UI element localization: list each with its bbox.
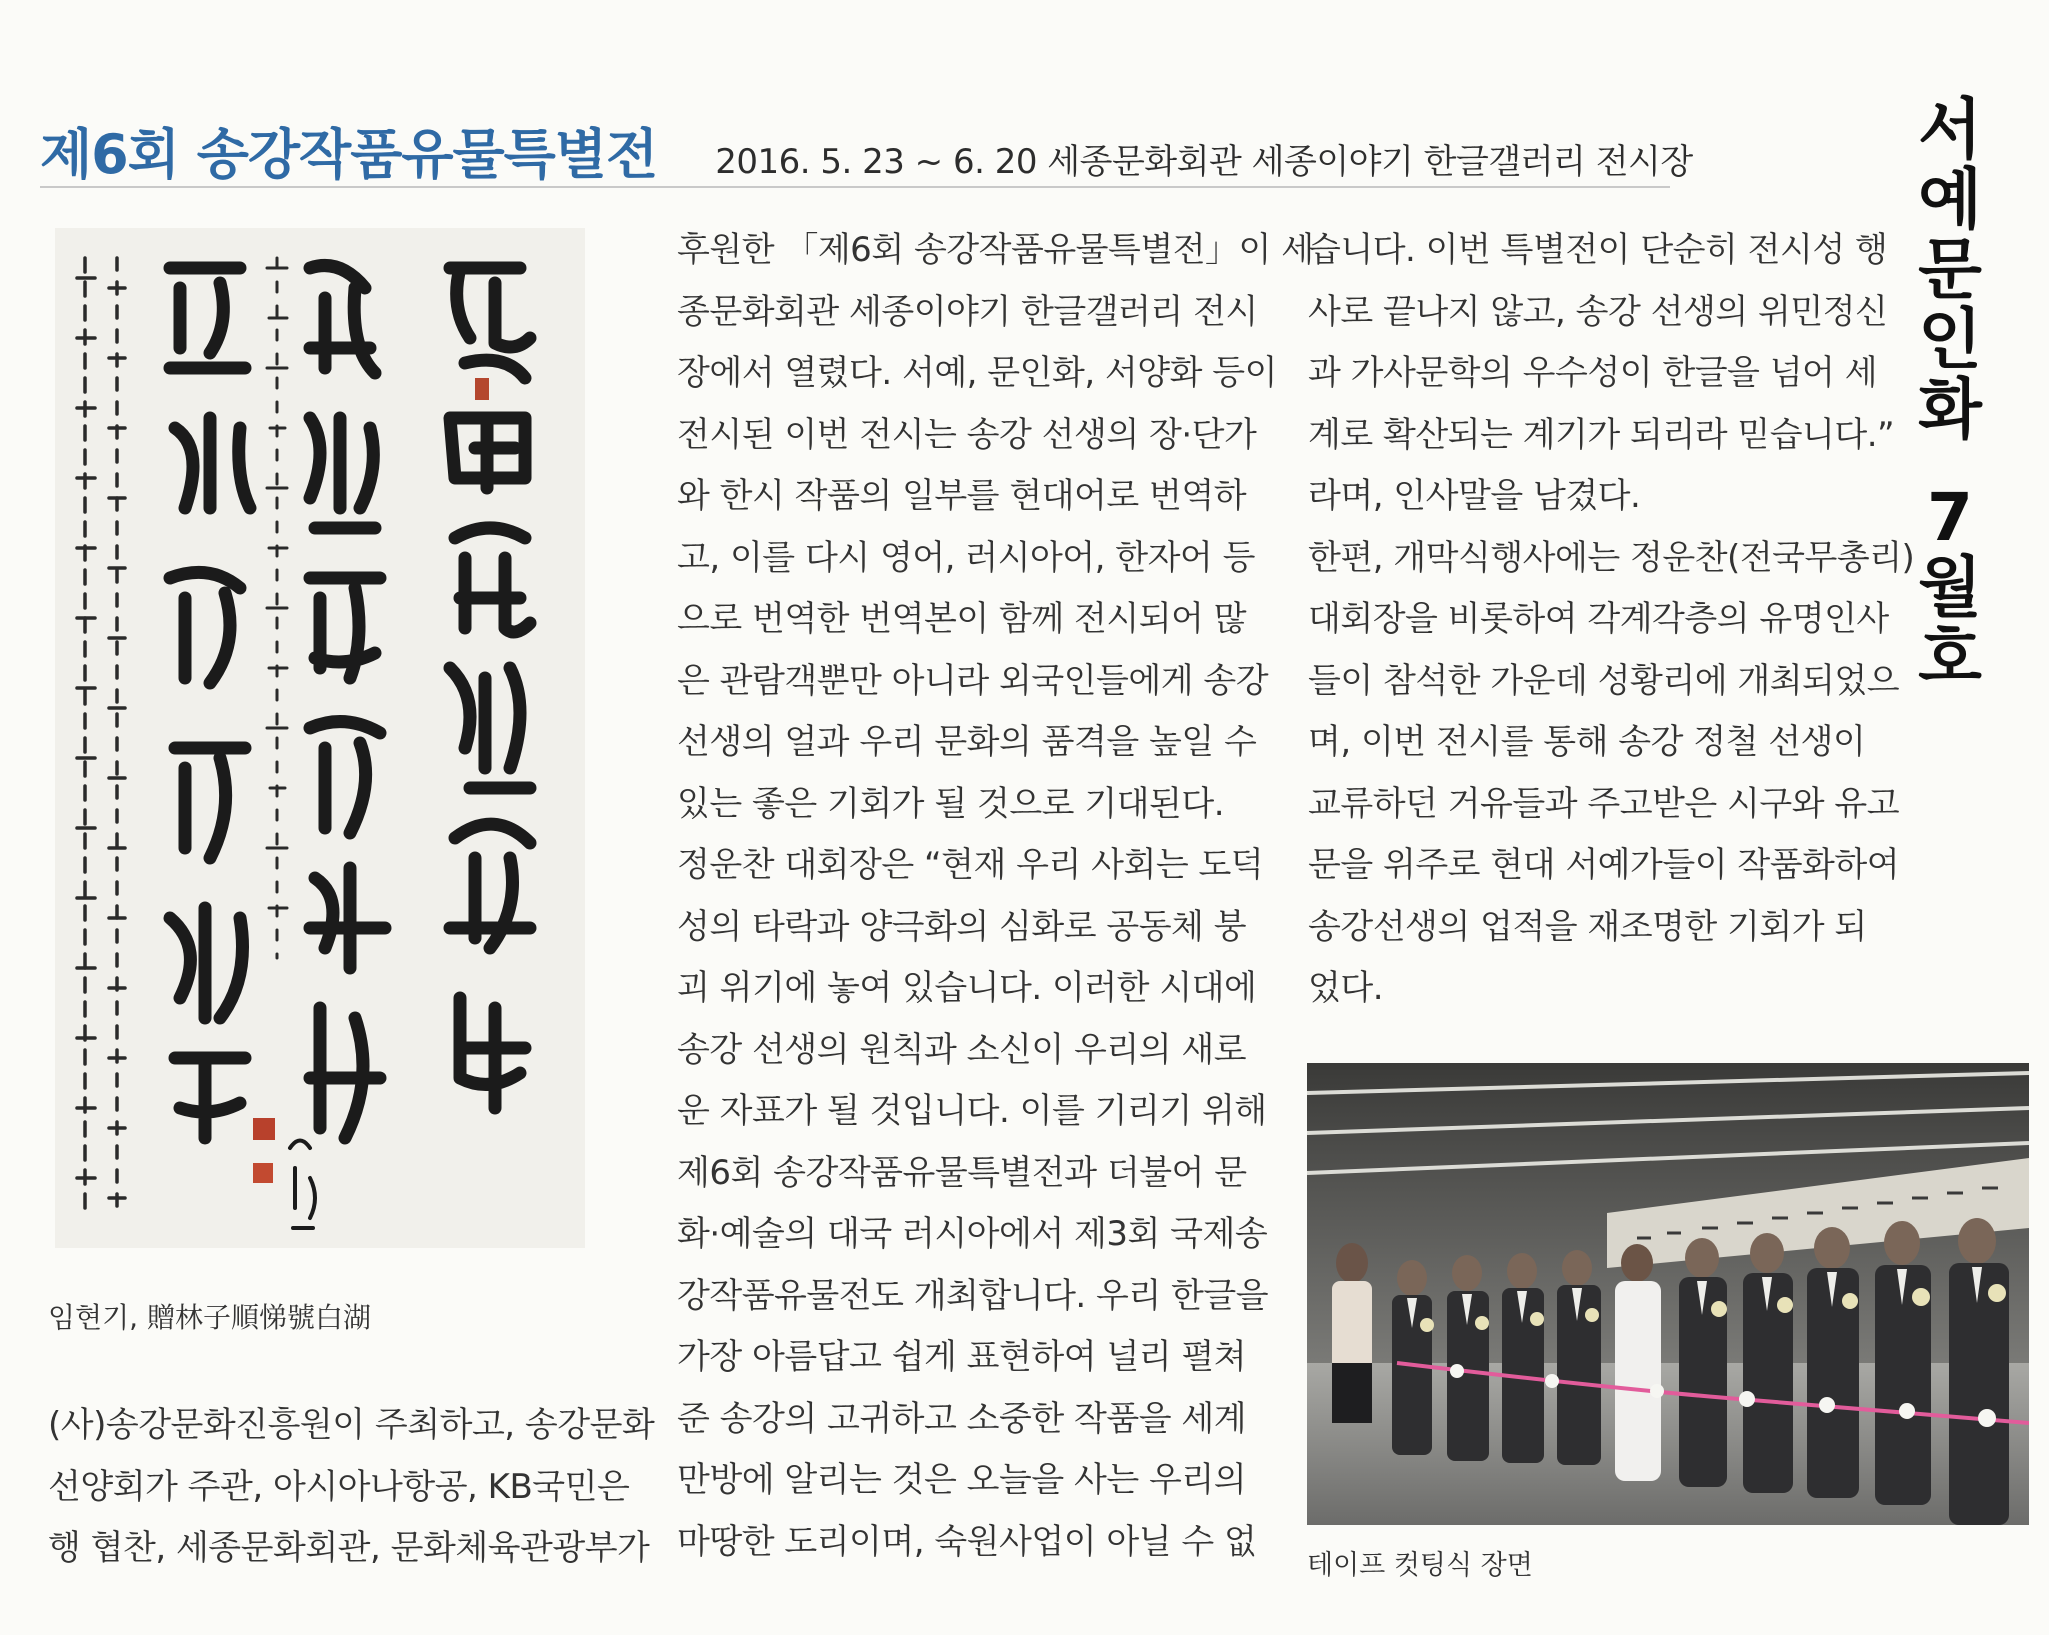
text-line: 으로 번역한 번역본이 함께 전시되어 많 [677,599,1247,639]
ceremony-image [1307,1063,2029,1525]
text-line: 와 한시 작품의 일부를 현대어로 번역하 [677,476,1247,516]
text-line: (사)송강문화진흥원이 주최하고, 송강문화 [48,1405,655,1445]
calligraphy-artwork [55,228,585,1248]
text-line: 종문화회관 세종이야기 한글갤러리 전시 [677,291,1258,332]
text-line: 사로 끝나지 않고, 송강 선생의 위민정신 [1308,291,1888,332]
photo-caption: 테이프 컷팅식 장면 [1307,1550,1533,1581]
text-line: 고, 이를 다시 영어, 러시아어, 한자어 등 [677,537,1255,578]
text-line: 행 협찬, 세종문화회관, 문화체육관광부가 [48,1528,650,1568]
text-line: 있는 좋은 기회가 될 것으로 기대된다. [677,783,1225,824]
artwork-caption: 임현기, 贈林子順悌號白湖 [48,1301,371,1334]
text-line: 대회장을 비롯하여 각계각층의 유명인사 [1308,599,1889,639]
text-line: 계로 확산되는 계기가 되리라 믿습니다.” [1308,414,1895,455]
text-line: 전시된 이번 전시는 송강 선생의 장·단가 [677,414,1257,455]
text-line: 제6회 송강작품유물특별전과 더불어 문 [677,1152,1247,1193]
article-title: 제6회 송강작품유물특별전 [40,123,658,186]
calligraphy-image [55,228,585,1248]
text-line: 은 관람객뿐만 아니라 외국인들에게 송강 [677,660,1269,701]
text-line: 들이 참석한 가운데 성황리에 개최되었으 [1308,660,1900,701]
text-line: 송강 선생의 원칙과 소신이 우리의 새로 [677,1029,1247,1070]
text-line: 장에서 열렸다. 서예, 문인화, 서양화 등이 [677,353,1277,393]
article-subtitle: 2016. 5. 23 ~ 6. 20 세종문화회관 세종이야기 한글갤러리 전시장 [715,142,1693,182]
article-column-1 [48,1395,655,1580]
text-line: 만방에 알리는 것은 오늘을 사는 우리의 [677,1460,1247,1500]
ceremony-photo [1307,1063,2029,1525]
article-header [40,112,1890,192]
text-line: 교류하던 거유들과 주고받은 시구와 유고 [1308,783,1900,824]
magazine-section-tag [1895,91,2005,715]
section-char: 예 [1918,161,1982,238]
text-line: 문을 위주로 현대 서예가들이 작품화하여 [1308,845,1900,885]
text-line: 준 송강의 고귀하고 소중한 작품을 세계 [677,1398,1247,1439]
text-line: 한편, 개막식행사에는 정운찬(전국무총리) [1308,537,1915,578]
text-line: 선생의 얼과 우리 문화의 품격을 높일 수 [677,722,1257,762]
section-char: 서 [1918,91,1982,168]
text-line: 선양회가 주관, 아시아나항공, KB국민은 [48,1466,630,1507]
section-char: 문 [1918,231,1982,308]
issue-char: 호 [1918,619,1982,696]
section-char: 인 [1918,301,1982,378]
article-column-2 [677,220,1314,1573]
text-line: 었다. [1308,968,1383,1008]
text-line: 괴 위기에 놓여 있습니다. 이러한 시대에 [677,968,1257,1008]
text-line: 정운찬 대회장은 “현재 우리 사회는 도덕 [677,845,1264,885]
text-line: 마땅한 도리이며, 숙원사업이 아닐 수 없 [677,1521,1257,1562]
section-char: 화 [1918,371,1982,448]
article-column-3 [1308,220,1915,1020]
text-line: 가장 아름답고 쉽게 표현하여 널리 펼쳐 [677,1337,1247,1377]
text-line: 과 가사문학의 우수성이 한글을 넘어 세 [1308,353,1878,393]
text-line: 강작품유물전도 개최합니다. 우리 한글을 [677,1275,1269,1316]
issue-char: 7 [1927,479,1973,556]
text-line: 며, 이번 전시를 통해 송강 정철 선생이 [1308,722,1866,762]
text-line: 후원한 「제6회 송강작품유물특별전」이 세 [677,230,1314,270]
text-line: 화·예술의 대국 러시아에서 제3회 국제송 [677,1214,1268,1254]
text-line: 습니다. 이번 특별전이 단순히 전시성 행 [1308,230,1888,270]
text-line: 성의 타락과 양극화의 심화로 공동체 붕 [677,906,1247,947]
issue-char: 월 [1918,549,1982,626]
text-line: 라며, 인사말을 남겼다. [1308,476,1641,516]
text-line: 송강선생의 업적을 재조명한 기회가 되 [1308,906,1867,947]
header-divider [40,186,1670,188]
text-line: 운 자표가 될 것입니다. 이를 기리기 위해 [677,1091,1267,1131]
